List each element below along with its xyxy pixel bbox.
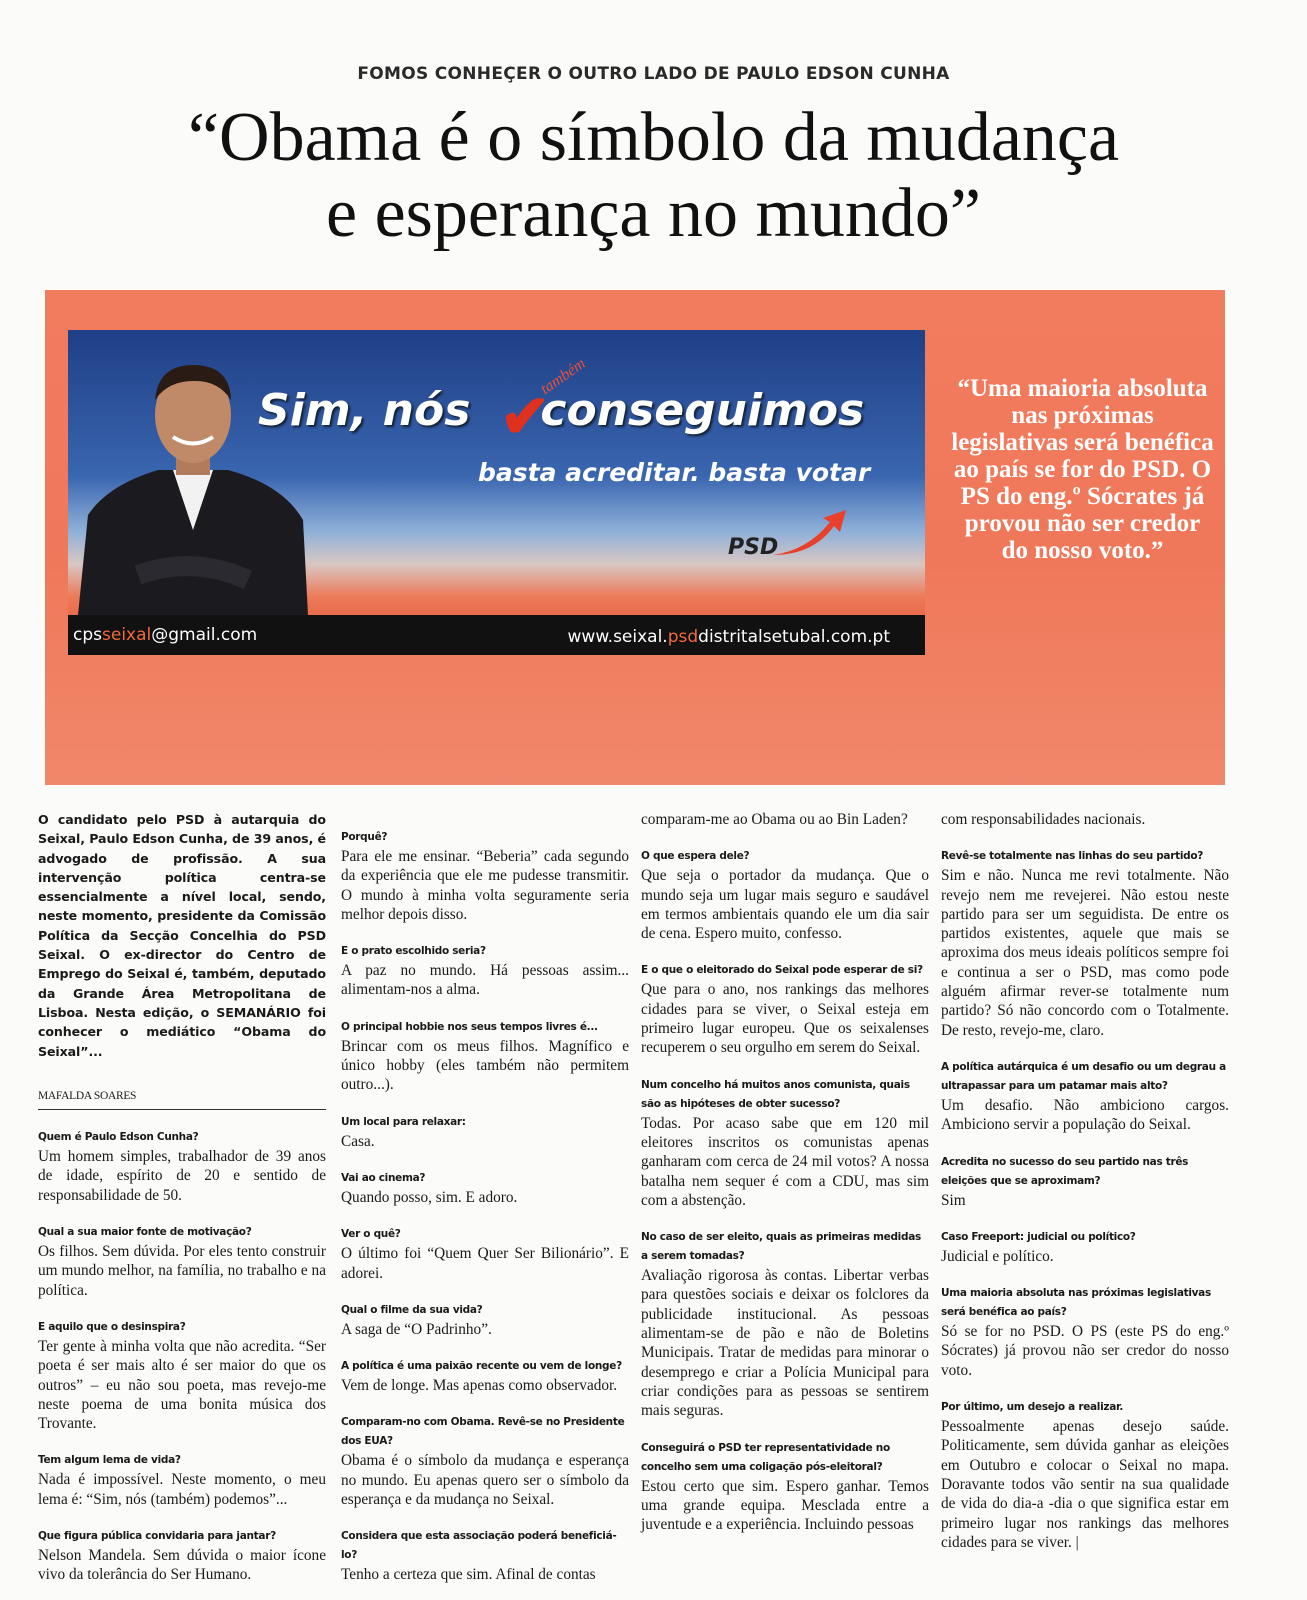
interview-answer: Obama é o símbolo da mudança e esperança no mundo. Eu apenas quero ser o símbolo da esperança e da mudança no Seixal. [341, 1452, 629, 1509]
interview-question: No caso de ser eleito, quais as primeiras medidas a serem tomadas? [641, 1231, 921, 1263]
interview-answer: Todas. Por acaso sabe que em 120 mil eleitores inscritos os comunistas apenas ganharam com cerca de 24 mil votos? A nossa batalha nem sequer é com a CDU, mas sim com a abstenção. [641, 1114, 929, 1209]
slogan-conseguimos: conseguimos [540, 385, 865, 436]
interview-answer: Um desafio. Não ambiciono cargos. Ambiciono servir a população do Seixal. [941, 1096, 1229, 1134]
interview-question: Num concelho há muitos anos comunista, quais são as hipóteses de obter sucesso? [641, 1078, 910, 1110]
interview-question: Revê-se totalmente nas linhas do seu partido? [941, 850, 1204, 863]
interview-answer: Nelson Mandela. Sem dúvida o maior ícone vivo da tolerância do Ser Humano. [38, 1547, 326, 1584]
headline [0, 100, 1307, 252]
article-intro: O candidato pelo PSD à autarquia do Seixal, Paulo Edson Cunha, de 39 anos, é advogado de profissão. A sua intervenção política centra-se essencialmente a nível local, sendo, neste momento, presidente da Comissão Política da Secção Concelhia do PSD Seixal. O ex-director do Centro de Emprego do Seixal é, também, deputado da Grande Área Metropolitana de Lisboa. Nesta edição, o SEMANÁRIO foi conhecer o mediático “Obama do Seixal”... [38, 812, 326, 1059]
interview-answer: A saga de “O Padrinho”. [341, 1320, 492, 1338]
kicker: FOMOS CONHEÇER O OUTRO LADO DE PAULO EDSON CUNHA [357, 64, 950, 84]
campaign-url: www.seixal.psddistritalsetubal.com.pt [567, 627, 890, 647]
slogan-sim: Sim, nós [258, 385, 471, 436]
interview-question: O principal hobbie nos seus tempos livres é... [341, 1020, 598, 1033]
interview-question: Qual o filme da sua vida? [341, 1303, 483, 1316]
interview-answer: Judicial e político. [941, 1247, 1054, 1265]
interview-question: Acredita no sucesso do seu partido nas três eleições que se aproximam? [941, 1155, 1189, 1187]
interview-question: Por último, um desejo a realizar. [941, 1401, 1124, 1414]
banner-footer [68, 615, 925, 655]
interview-answer: Brincar com os meus filhos. Magnífico e único hobby (eles também não permitem outro...). [341, 1037, 629, 1094]
interview-question: Caso Freeport: judicial ou político? [941, 1230, 1136, 1243]
interview-answer: A paz no mundo. Há pessoas assim... alimentam-nos a alma. [341, 962, 629, 999]
interview-question: Vai ao cinema? [341, 1171, 426, 1184]
interview-answer: Um homem simples, trabalhador de 39 anos de idade, espírito de 20 e sentido de responsabilidade de 50. [38, 1148, 326, 1204]
interview-question: E aquilo que o desinspira? [38, 1320, 186, 1333]
byline: MAFALDA SOARES [38, 1087, 326, 1110]
interview-question: O que espera dele? [641, 850, 750, 863]
interview-question: Porquê? [341, 831, 388, 843]
psd-logo: PSD [728, 535, 779, 560]
pull-quote: “Uma maioria absoluta nas próximas legislativas será benéfica ao país se for do PSD. O PS do eng.º Sócrates já provou não ser credor do nosso voto.” [951, 375, 1214, 564]
interview-question: E o que o eleitorado do Seixal pode esperar de si? [641, 964, 923, 977]
interview-question: Ver o quê? [341, 1228, 401, 1241]
interview-question: Considera que esta associação poderá beneficiá-lo? [341, 1530, 617, 1562]
interview-question: Quem é Paulo Edson Cunha? [38, 1131, 199, 1144]
column-1 [38, 810, 326, 1585]
interview-question: A política autárquica é um desafio ou um degrau a ultrapassar para um patamar mais alto? [941, 1060, 1226, 1092]
column-2 [341, 810, 629, 1585]
slogan [258, 385, 864, 436]
interview-question: Um local para relaxar: [341, 1115, 466, 1128]
psd-arrow-icon [768, 510, 848, 560]
interview-question: Que figura pública convidaria para jantar? [38, 1530, 276, 1543]
article-photo [45, 290, 1225, 785]
interview-answer: Para ele me ensinar. “Beberia” cada segundo da experiência que ele me pudesse transmitir. O mundo à minha volta seguramente seria melhor depois disso. [341, 848, 629, 923]
interview-question: Uma maioria absoluta nas próximas legislativas será benéfica ao país? [941, 1287, 1211, 1319]
interview-answer: Ter gente à minha volta que não acredita. “Ser poeta é ser mais alto é ser maior do que os outros” – eu não sou poeta, mas revejo-me neste poema de uma bonita música dos Trovante. [38, 1337, 326, 1433]
interview-answer: Que para o ano, nos rankings das melhores cidades para se viver, o Seixal esteja em primeiro lugar europeu. Que os seixalenses recuperem o seu orgulho em serem do Seixal. [641, 981, 929, 1057]
interview-question: Tem algum lema de vida? [38, 1454, 181, 1467]
interview-question: A política é uma paixão recente ou vem de longe? [341, 1360, 622, 1373]
interview-answer: com responsabilidades nacionais. [941, 811, 1146, 828]
interview-answer: Sim [941, 1191, 966, 1209]
interview-question: Qual a sua maior fonte de motivação? [38, 1226, 252, 1239]
interview-answer: Que seja o portador da mudança. Que o mundo seja um lugar mais seguro e saudável em termos ambientais quando ele um dia sair de cena. Espero muito, confesso. [641, 867, 929, 943]
campaign-email: cpsseixal@gmail.com [73, 625, 258, 645]
interview-answer: Os filhos. Sem dúvida. Por eles tento construir um mundo melhor, na família, no trabalho e na política. [38, 1243, 326, 1299]
interview-answer: comparam-me ao Obama ou ao Bin Laden? [641, 811, 908, 828]
headline-line-1: “Obama é o símbolo da mudança [187, 99, 1120, 176]
interview-answer: O último foi “Quem Quer Ser Bilionário”. E adorei. [341, 1245, 629, 1282]
slogan-subtitle: basta acreditar. basta votar [478, 458, 871, 487]
slogan-tambem: também [537, 355, 589, 399]
checkmark-icon: ✔ [500, 384, 551, 450]
interview-question: E o prato escolhido seria? [341, 945, 486, 958]
interview-answer: Vem de longe. Mas apenas como observador. [341, 1377, 618, 1395]
interview-answer: Quando posso, sim. E adoro. [341, 1188, 518, 1206]
interview-question: Conseguirá o PSD ter representatividade no concelho sem uma coligação pós-eleitoral? [641, 1441, 890, 1473]
column-3 [641, 810, 929, 1534]
campaign-banner [68, 330, 925, 655]
interview-answer: Pessoalmente apenas desejo saúde. Politicamente, sem dúvida ganhar as eleições em Outubro e colocar o Seixal no mapa. Doravante todos vão sentir na sua qualidade de vida do dia-a -dia o que significa estar em primeiro lugar nos rankings das melhores cidades para se viver. | [941, 1418, 1229, 1551]
interview-answer: Estou certo que sim. Espero ganhar. Temos uma grande equipa. Mesclada entre a juventude e a experiência. Incluindo pessoas [641, 1477, 929, 1534]
interview-answer: Casa. [341, 1132, 375, 1150]
headline-line-2: e esperança no mundo” [326, 175, 981, 252]
interview-answer: Nada é impossível. Neste momento, o meu lema é: “Sim, nós (também) podemos”... [38, 1471, 326, 1508]
interview-answer: Tenho a certeza que sim. Afinal de contas [341, 1566, 596, 1584]
interview-answer: Só se for no PSD. O PS (este PS do eng.º Sócrates) já provou não ser credor do nosso voto. [941, 1323, 1229, 1379]
interview-answer: Avaliação rigorosa às contas. Libertar verbas para questões sociais e deixar os folclores da publicidade institucional. As pessoas alimentam-se de pão e não de Boletins Municipais. Tratar de medidas para minorar o desemprego e criar a Polícia Municipal para criar condições para as pessoas se sentirem mais seguras. [641, 1267, 929, 1420]
interview-answer: Sim e não. Nunca me revi totalmente. Não revejo nem me revejerei. Não estou neste partido para ser um seguidista. De entre os partidos existentes, aquele que mais se aproxima dos meus ideais políticos sempre foi e continua a ser o PSD, mas como pode alguém afirmar rever-se totalmente num partido? Só não concordo com o Totalmente. De resto, revejo-me, claro. [941, 867, 1229, 1039]
interview-question: Comparam-no com Obama. Revê-se no Presidente dos EUA? [341, 1416, 625, 1448]
column-4 [941, 810, 1229, 1552]
